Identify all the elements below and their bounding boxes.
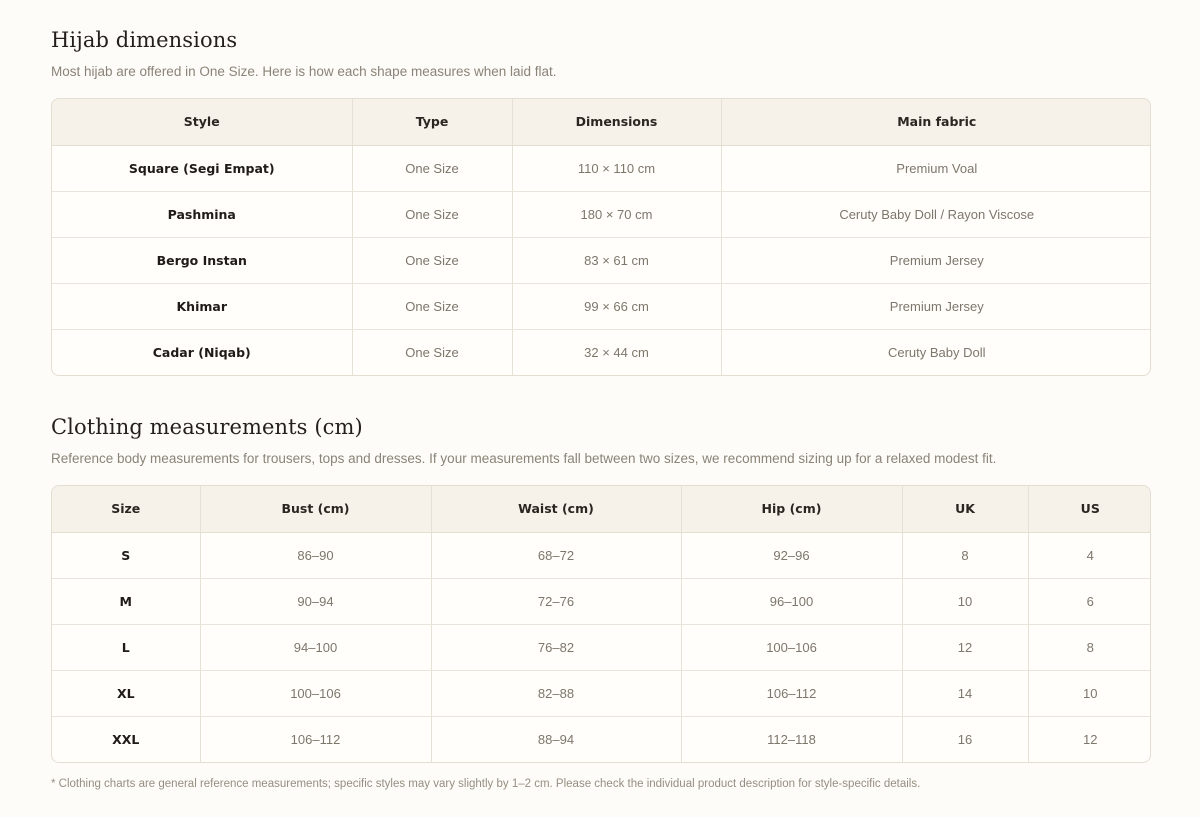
cell-us: 8 xyxy=(1028,624,1151,670)
cell-hip: 96–100 xyxy=(681,578,902,624)
table-row xyxy=(52,237,1151,283)
table-row xyxy=(52,624,1151,670)
table-row xyxy=(52,716,1151,762)
cell-type: One Size xyxy=(352,145,512,191)
hijab-dimensions-table xyxy=(52,99,1151,375)
header-row xyxy=(52,99,1151,145)
cell-us: 12 xyxy=(1083,731,1098,747)
cell-size: XXL xyxy=(52,716,200,762)
clothing-section-subtitle: Reference body measurements for trousers, tops and dresses. If your measurements fall between two sizes, we recommend sizing up for a relaxed modest fit. xyxy=(51,451,997,466)
column-header-main-fabric: Main fabric xyxy=(721,99,1151,145)
cell-hip: 100–106 xyxy=(681,624,902,670)
hijab-section-subtitle: Most hijab are offered in One Size. Here is how each shape measures when laid flat. xyxy=(51,64,557,79)
clothing-table-body xyxy=(52,532,1151,762)
footnote: * Clothing charts are general reference measurements; specific styles may vary slightly by 1–2 cm. Please check the individual product description for style-specific details. xyxy=(51,778,921,790)
cell-style: Bergo Instan xyxy=(52,237,352,283)
cell-style: Khimar xyxy=(52,283,352,329)
table-row xyxy=(52,145,1151,191)
cell-bust: 86–90 xyxy=(200,532,431,578)
cell-bust: 90–94 xyxy=(200,578,431,624)
column-header-hip: Hip (cm) xyxy=(681,486,902,532)
cell-size: S xyxy=(52,532,200,578)
clothing-table-container xyxy=(51,485,1151,763)
column-header-type: Type xyxy=(352,99,512,145)
cell-us: 10 xyxy=(1028,670,1151,716)
column-header-style: Style xyxy=(52,99,352,145)
column-header-us: US xyxy=(1028,486,1151,532)
cell-us: 4 xyxy=(1028,532,1151,578)
cell-main-fabric: Ceruty Baby Doll xyxy=(887,344,986,360)
table-row xyxy=(52,283,1151,329)
cell-bust: 106–112 xyxy=(200,716,431,762)
column-header-dimensions: Dimensions xyxy=(512,99,721,145)
cell-waist: 72–76 xyxy=(431,578,681,624)
cell-main-fabric: Premium Voal xyxy=(721,145,1151,191)
cell-dimensions: 99 × 66 cm xyxy=(512,283,721,329)
table-row xyxy=(52,329,1151,375)
cell-type: One Size xyxy=(352,329,512,375)
hijab-section-title: Hijab dimensions xyxy=(51,28,238,52)
clothing-table-header xyxy=(52,486,1151,532)
cell-waist: 68–72 xyxy=(431,532,681,578)
hijab-table-header xyxy=(52,99,1151,145)
cell-bust: 100–106 xyxy=(200,670,431,716)
cell-hip: 92–96 xyxy=(681,532,902,578)
table-row xyxy=(52,670,1151,716)
column-header-bust: Bust (cm) xyxy=(200,486,431,532)
column-header-size: Size xyxy=(52,486,200,532)
cell-us: 6 xyxy=(1028,578,1151,624)
cell-style: Square (Segi Empat) xyxy=(52,145,352,191)
cell-uk: 16 xyxy=(902,716,1028,762)
cell-dimensions: 110 × 110 cm xyxy=(512,145,721,191)
clothing-measurements-section xyxy=(51,413,1151,763)
cell-size: XL xyxy=(52,670,200,716)
cell-type: One Size xyxy=(352,283,512,329)
cell-waist: 76–82 xyxy=(431,624,681,670)
table-row xyxy=(52,532,1151,578)
cell-main-fabric: Premium Jersey xyxy=(721,237,1151,283)
cell-dimensions: 180 × 70 cm xyxy=(512,191,721,237)
hijab-dimensions-section xyxy=(51,26,1151,376)
cell-type: One Size xyxy=(352,237,512,283)
cell-style: Pashmina xyxy=(52,191,352,237)
column-header-uk: UK xyxy=(902,486,1028,532)
cell-uk: 12 xyxy=(902,624,1028,670)
cell-hip: 112–118 xyxy=(681,716,902,762)
cell-waist: 88–94 xyxy=(431,716,681,762)
cell-type: One Size xyxy=(352,191,512,237)
hijab-table-container xyxy=(51,98,1151,376)
cell-style: Cadar (Niqab) xyxy=(52,329,352,375)
cell-main-fabric: Ceruty Baby Doll / Rayon Viscose xyxy=(721,191,1151,237)
cell-dimensions: 32 × 44 cm xyxy=(512,329,721,375)
cell-waist: 82–88 xyxy=(431,670,681,716)
table-row xyxy=(52,578,1151,624)
cell-uk: 10 xyxy=(902,578,1028,624)
clothing-section-title: Clothing measurements (cm) xyxy=(51,415,363,439)
cell-uk: 8 xyxy=(902,532,1028,578)
cell-size: M xyxy=(52,578,200,624)
cell-dimensions: 83 × 61 cm xyxy=(512,237,721,283)
cell-bust: 94–100 xyxy=(200,624,431,670)
cell-hip: 106–112 xyxy=(681,670,902,716)
table-row xyxy=(52,191,1151,237)
cell-size: L xyxy=(52,624,200,670)
hijab-table-body xyxy=(52,145,1151,375)
column-header-waist: Waist (cm) xyxy=(431,486,681,532)
clothing-measurements-table xyxy=(52,486,1151,762)
header-row xyxy=(52,486,1151,532)
cell-main-fabric: Premium Jersey xyxy=(721,283,1151,329)
cell-uk: 14 xyxy=(902,670,1028,716)
